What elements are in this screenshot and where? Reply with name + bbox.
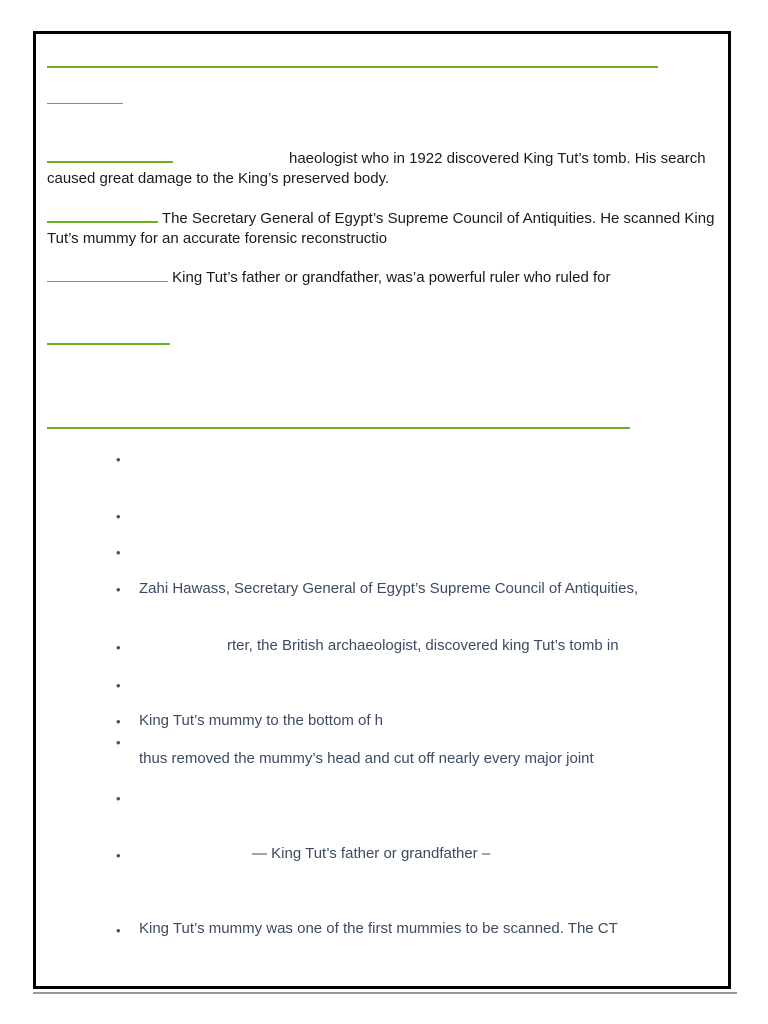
- bullet-icon: •: [116, 545, 121, 560]
- bullet-icon: •: [116, 923, 121, 938]
- bullet-text: King Tut’s mummy to the bottom of h: [139, 712, 383, 729]
- bullet-icon: •: [116, 678, 121, 693]
- definition-2-text: The Secretary General of Egypt’s Supreme Council of Antiquities. He scanned King Tut’s mummy for an accurate forensic reconstructio: [47, 210, 715, 247]
- bullet-icon: •: [116, 582, 121, 597]
- bullet-icon: •: [116, 640, 121, 655]
- answer-blank-4[interactable]: [47, 343, 170, 345]
- page-bottom-rule: [33, 992, 737, 994]
- title-line: [47, 66, 658, 68]
- definition-1-text: haeologist who in 1922 discovered King Tut’s tomb. His search caused great damage to the King’s preserved body.: [47, 150, 706, 187]
- definition-1: [47, 147, 727, 189]
- section-line: [47, 427, 630, 429]
- definition-3-text: King Tut’s father or grandfather, was’a powerful ruler who ruled for: [172, 269, 611, 286]
- answer-blank-2[interactable]: [47, 207, 158, 223]
- bullet-text: — King Tut’s father or grandfather –: [252, 845, 491, 862]
- definition-2: [47, 207, 727, 249]
- bullet-icon: •: [116, 791, 121, 806]
- definition-3: [47, 267, 727, 288]
- answer-blank-3[interactable]: [47, 267, 168, 282]
- bullet-text: rter, the British archaeologist, discovered king Tut’s tomb in: [227, 637, 619, 654]
- answer-blank-1[interactable]: [47, 147, 173, 163]
- bullet-icon: •: [116, 452, 121, 467]
- bullet-icon: •: [116, 509, 121, 524]
- bullet-text: King Tut’s mummy was one of the first mummies to be scanned. The CT: [139, 920, 618, 937]
- bullet-text: Zahi Hawass, Secretary General of Egypt’s Supreme Council of Antiquities,: [139, 580, 639, 597]
- bullet-text: thus removed the mummy’s head and cut off nearly every major joint: [139, 750, 594, 767]
- bullet-icon: •: [116, 735, 121, 750]
- subtitle-line: [47, 103, 123, 104]
- bullet-icon: •: [116, 848, 121, 863]
- bullet-icon: •: [116, 714, 121, 729]
